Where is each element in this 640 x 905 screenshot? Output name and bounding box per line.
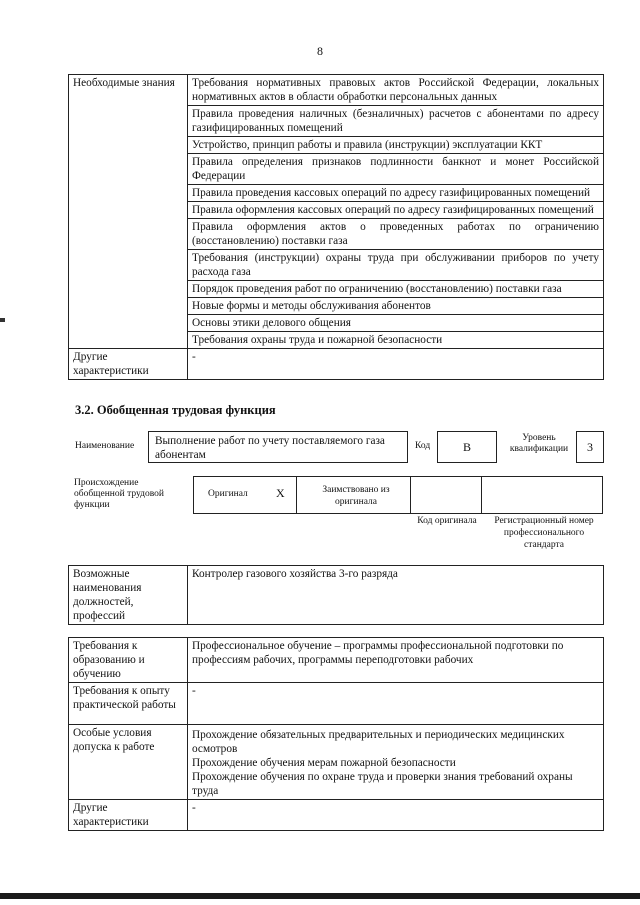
- other-characteristics-value: -: [188, 349, 604, 380]
- knowledge-item: Требования нормативных правовых актов Российской Федерации, локальных нормативных актов в области обработки персональных данных: [188, 75, 604, 106]
- conditions-value: [188, 725, 604, 800]
- level-value: 3: [587, 440, 593, 454]
- education-label: Требования к образованию и обучению: [69, 638, 188, 683]
- knowledge-item: Новые формы и методы обслуживания абонентов: [188, 298, 604, 315]
- table-row: [69, 349, 604, 380]
- divider: [410, 476, 411, 514]
- level-label: Уровень квалификации: [509, 433, 569, 454]
- code-value: B: [462, 440, 471, 454]
- knowledge-item: Основы этики делового общения: [188, 315, 604, 332]
- experience-label: Требования к опыту практической работы: [69, 683, 188, 725]
- required-knowledge-label: Необходимые знания: [69, 75, 188, 349]
- section-heading: 3.2. Обобщенная трудовая функция: [75, 403, 276, 417]
- condition-item: Прохождение обучения по охране труда и проверки знания требований охраны труда: [192, 771, 573, 797]
- original-mark: X: [276, 486, 285, 500]
- knowledge-item: Требования охраны труда и пожарной безопасности: [188, 332, 604, 349]
- name-label: Наименование: [75, 441, 135, 451]
- job-titles-value: Контролер газового хозяйства 3-го разряда: [188, 566, 604, 625]
- job-titles-table: [68, 565, 604, 625]
- knowledge-item: Правила определения признаков подлинности банкнот и монет Российской Федерации: [188, 154, 604, 185]
- origin-table: [193, 476, 603, 514]
- experience-value: -: [188, 683, 604, 725]
- origin-label: Происхождение обобщенной трудовой функции: [74, 478, 164, 510]
- knowledge-item: Правила проведения наличных (безналичных) расчетов с абонентами по адресу газифицированных помещений: [188, 106, 604, 137]
- function-name-box: [148, 431, 408, 463]
- table-row: [69, 75, 604, 106]
- table-row: [69, 638, 604, 683]
- education-value: Профессиональное обучение – программы профессиональной подготовки по профессиям рабочих, программы переподготовки рабочих: [188, 638, 604, 683]
- original-label: Оригинал: [208, 489, 248, 499]
- other-characteristics-label: Другие характеристики: [69, 349, 188, 380]
- scan-bottom-bar: [0, 893, 640, 899]
- knowledge-item: Правила оформления кассовых операций по адресу газифицированных помещений: [188, 202, 604, 219]
- table-row: [69, 566, 604, 625]
- table-row: [69, 800, 604, 831]
- knowledge-item: Устройство, принцип работы и правила (инструкции) эксплуатации ККТ: [188, 137, 604, 154]
- table-row: [69, 725, 604, 800]
- knowledge-item: Правила оформления актов о проведенных работах по ограничению (восстановлению) поставки газа: [188, 219, 604, 250]
- knowledge-item: Требования (инструкции) охраны труда при обслуживании приборов по учету расхода газа: [188, 250, 604, 281]
- borrowed-label: Заимствовано из оригинала: [322, 485, 390, 507]
- function-name-value: Выполнение работ по учету поставляемого газа абонентам: [155, 435, 385, 461]
- page-number: 8: [317, 44, 323, 58]
- code-box: [437, 431, 497, 463]
- other-characteristics-label: Другие характеристики: [69, 800, 188, 831]
- condition-item: Прохождение обучения мерам пожарной безопасности: [192, 757, 456, 769]
- job-titles-label: Возможные наименования должностей, профессий: [69, 566, 188, 625]
- divider: [296, 476, 297, 514]
- scan-mark: [0, 318, 5, 322]
- code-label: Код: [415, 441, 431, 451]
- condition-item: Прохождение обязательных предварительных и периодических медицинских осмотров: [192, 729, 565, 755]
- reg-number-label: Регистрационный номер профессионального стандарта: [494, 516, 594, 550]
- requirements-table: [68, 637, 604, 831]
- divider: [481, 476, 482, 514]
- other-characteristics-value: -: [188, 800, 604, 831]
- required-knowledge-table: [68, 74, 604, 380]
- code-original-label: Код оригинала: [417, 516, 477, 526]
- conditions-label: Особые условия допуска к работе: [69, 725, 188, 800]
- level-box: [576, 431, 604, 463]
- table-row: [69, 683, 604, 725]
- knowledge-item: Правила проведения кассовых операций по адресу газифицированных помещений: [188, 185, 604, 202]
- knowledge-item: Порядок проведения работ по ограничению (восстановлению) поставки газа: [188, 281, 604, 298]
